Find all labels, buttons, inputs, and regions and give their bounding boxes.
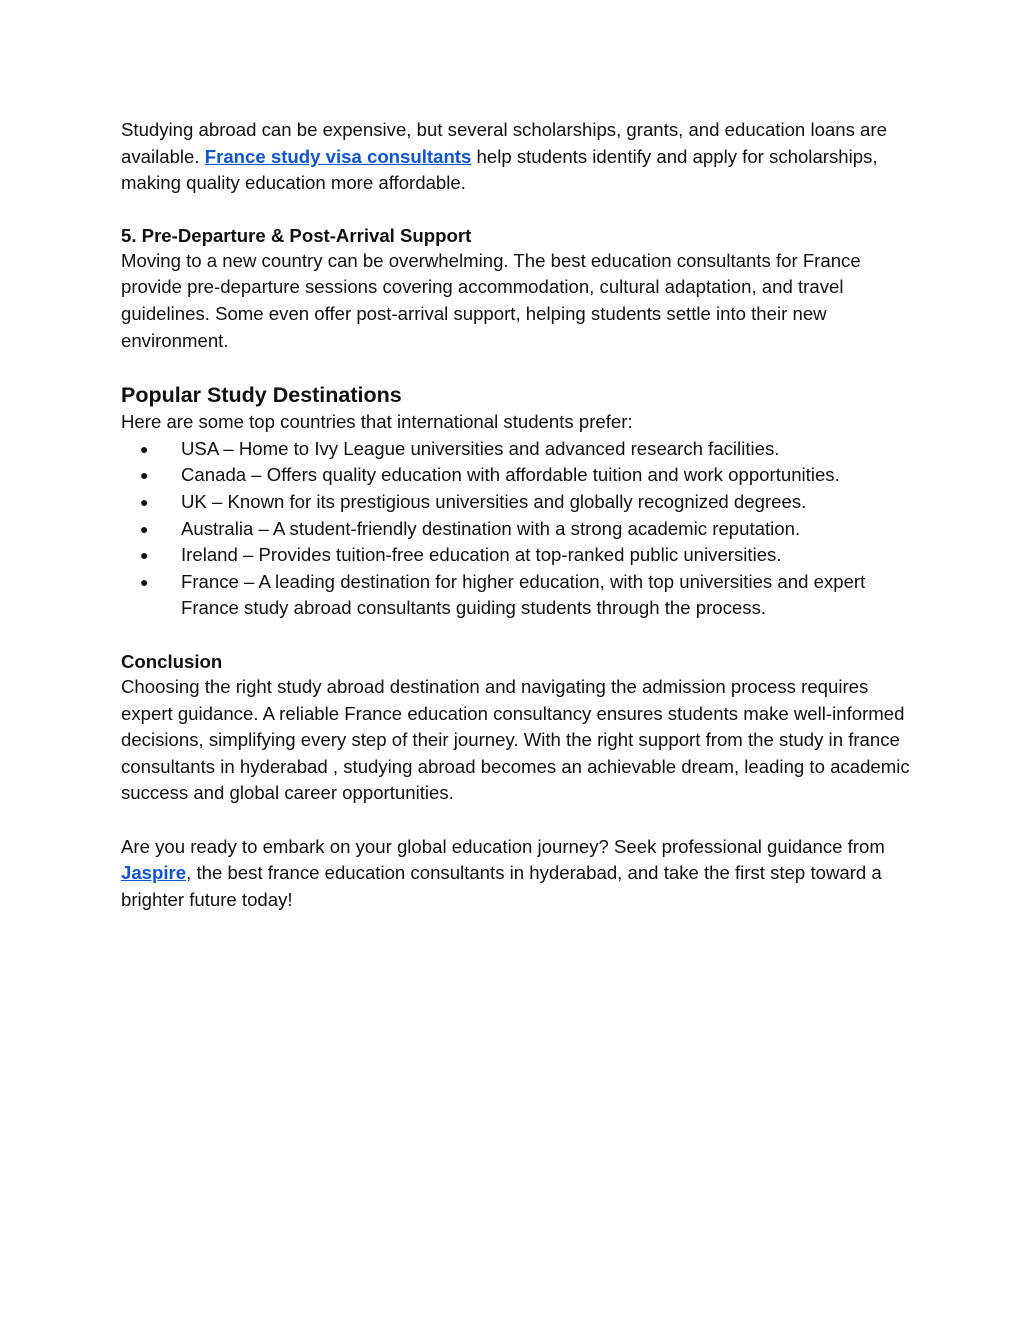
section5-body: Moving to a new country can be overwhelming. The best education consultants for France provide pre-departure sessions covering accommodation, cultural adaptation, and travel guidelines. Some even offer post-arrival support, helping students settle into their new environment. (121, 249, 861, 351)
bullet-icon: ● (140, 493, 149, 510)
intro-paragraph (121, 117, 914, 197)
conclusion-heading: Conclusion (121, 650, 223, 672)
list-item (121, 542, 914, 569)
list-item-text: UK – Known for its prestigious universities and globally recognized degrees. (181, 490, 807, 512)
intro-text-start: Studying abroad can be expensive, but several scholarships, grants, and education loans are available. (121, 119, 887, 167)
list-item-text: Australia – A student-friendly destination with a strong academic reputation. (181, 517, 801, 539)
list-item (121, 569, 914, 622)
bullet-icon: ● (140, 440, 149, 457)
cta-paragraph (121, 834, 914, 914)
destinations-intro: Here are some top countries that international students prefer: (121, 411, 633, 433)
destinations-list (121, 436, 914, 622)
list-item (121, 462, 914, 489)
bullet-icon: ● (140, 547, 149, 564)
france-study-visa-consultants-link[interactable]: France study visa consultants (204, 145, 472, 167)
conclusion-body: Choosing the right study abroad destination and navigating the admission process requires expert guidance. A reliable France education consultancy ensures students make well-informed decisions, simplifying every step of their journey. With the right support from the study in france consultants in hyderabad , studying abroad becomes an achievable dream, leading to academic success and global career opportunities. (121, 675, 910, 804)
list-item (121, 436, 914, 463)
bullet-icon: ● (140, 520, 149, 537)
bullet-icon: ● (140, 467, 149, 484)
list-item-text: France – A leading destination for higher education, with top universities and expert France study abroad consultants guiding students through the process. (181, 570, 866, 619)
destinations-heading: Popular Study Destinations (121, 383, 402, 408)
cta-text-end: , the best france education consultants in hyderabad, and take the first step toward a brighter future today! (121, 862, 882, 911)
list-item-text: USA – Home to Ivy League universities and advanced research facilities. (181, 437, 780, 459)
bullet-icon: ● (140, 573, 149, 590)
jaspire-link[interactable]: Jaspire (121, 862, 187, 884)
section5-heading: 5. Pre-Departure & Post-Arrival Support (121, 224, 472, 246)
list-item (121, 516, 914, 543)
list-item-text: Ireland – Provides tuition-free education at top-ranked public universities. (181, 544, 782, 566)
list-item-text: Canada – Offers quality education with affordable tuition and work opportunities. (181, 464, 840, 486)
list-item (121, 489, 914, 516)
cta-text-start: Are you ready to embark on your global education journey? Seek professional guidance from (121, 835, 885, 857)
intro-text-end: help students identify and apply for scholarships, making quality education more affordable. (121, 145, 878, 194)
